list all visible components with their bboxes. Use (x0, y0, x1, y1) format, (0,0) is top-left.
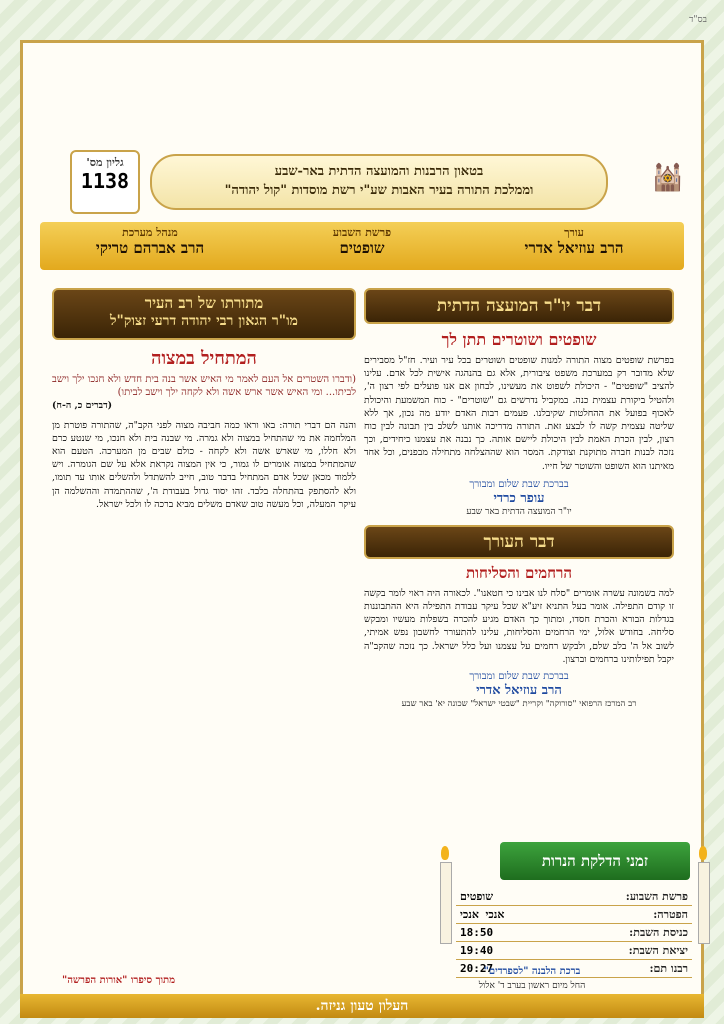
candle-icon-left (440, 862, 452, 944)
candle-times-banner: זמני הדלקת הנרות (500, 842, 690, 880)
rav-article-body: והנה הם דברי תורה: באו וראו כמה חביבה מצוה לפני הקב"ה, שהתורה פוטרת מן המלחמה את מי שהתחיל במצוה ולא גמרה. מי שבנה בית ולא חנכו, מי שנטע כרם ולא חללו, מי שארש אשה ולא לקחה - כולם שבים מן המערכה. הטעם הוא שהמתחיל במצוה אומרים לו גמור, כי אין המצוה נקראת אלא על שם הגומרה. ויש ללמוד מכאן שכל אדם המתחיל בדבר טוב, חייב להשתדל ולהשלים אותו עד תומו, ולא להסתפק בהתחלה בלבד. זהו יסוד גדול בעבודת ה', שההתמדה וההשלמה הן עיקר המעלה, וכל מעשה טוב שאדם משלים מביא ברכה לו ולכל ישראל. (52, 419, 356, 510)
sub-banner-line2: וממלכת התורה בעיר האבות שע"י רשת מוסדות "קול יהודה" (224, 183, 534, 198)
council-article-body: בפרשת שופטים מצוה התורה למנות שופטים ושוטרים בכל עיר ועיר. חז"ל מסבירים שלא מדובר רק במערכת משפט ציבורית, אלא גם בהנהגה אישית לכל אדם. עלינו להציב "שופטים" - היכולת לשפוט את מעשינו, לבחון אם אנו פועלים לפי רצון ה', ולהטיל ביקורת עצמית כנה. במקביל נדרשים גם "שוטרים" - כוח המשמעת והיכולת לאכוף בפועל את ההחלטות שקיבלנו. פעמים רבות האדם יודע מה נכון, אך ללא שליטה עצמית קשה לו לבצע זאת. התורה מדריכה אותנו לשלב בין תבונה לבין כוח רצון, לבין הכרת האמת לבין היכולת ליישם אותה. כך נבנה את עצמנו כיחידים, וכך נזכה לבנות חברה מתוקנת וצודקת. המסר הוא שההצלחה מתחילה מבפנים, וכל אחד מאיתנו הוא השופט והשוטר של חייו. (364, 355, 674, 472)
right-column (364, 288, 674, 709)
times-row: הפטרה: אנכי אנכי (456, 906, 692, 924)
left-column (52, 288, 356, 511)
candle-times-table (456, 888, 692, 978)
rav-header (52, 288, 356, 340)
footer-genizah-notice: העלון טעון גניזה. (20, 994, 704, 1018)
institution-logo-icon: 🕍 (651, 163, 685, 193)
council-signer: עופר כרדי (493, 490, 545, 506)
flame-icon-right (699, 846, 707, 860)
editor-signer: הרב עוזיאל אדרי (476, 683, 562, 699)
rav-quote: (ודברו השטרים אל העם לאמר מי האיש אשר בנה בית חדש ולא חנכו ילך וישב לביתו... ומי האיש אשר ארש אשה ולא לקחה ילך וישב לביתו) (52, 374, 356, 399)
candle-icon-right (698, 862, 710, 944)
issue-box (70, 150, 140, 214)
editor-header: דבר העורך (364, 525, 674, 559)
author-note: מתוך סיפרו "אורות הפרשה" (62, 975, 176, 986)
council-header: דבר יו"ר המועצה הדתית (364, 288, 674, 324)
staff-editor (474, 226, 674, 258)
staff-manager (50, 226, 250, 258)
rav-header-line2: מו"ר הגאון רבי יהודה דרעי זצוק"ל (110, 313, 298, 329)
parasha-name: שופטים (339, 239, 385, 257)
editor-article-title: הרחמים והסליחות (465, 563, 573, 582)
sub-banner (150, 154, 608, 210)
rav-header-line1: מתורתו של רב העיר (144, 294, 264, 312)
issue-label: גליון מס' (86, 156, 124, 169)
editor-role: עורך (564, 226, 584, 239)
council-article-title: שופטים ושוטרים תתן לך (441, 330, 597, 349)
flame-icon-left (441, 846, 449, 860)
times-row: כניסת השבת: 18:50 (456, 924, 692, 942)
sub-banner-line1: בטאון הרבנות והמועצה הדתית באר-שבע (274, 164, 484, 179)
council-signoff: בברכת שבת שלום ומבורך (469, 478, 569, 490)
editor-signoff: בברכת שבת שלום ומבורך (469, 671, 569, 683)
editor-signer-title: רב המרכז הרפואי "סורוקה" וקריית "שבטי ישראל" שכונה יא' באר שבע (401, 699, 637, 710)
top-label: בס"ד (689, 15, 707, 25)
moon-blessing-text: החל מיום ראשון בערב ד' אלול (478, 981, 586, 991)
staff-bar (40, 222, 684, 270)
parasha-role: פרשת השבוע (332, 226, 392, 239)
council-signer-title: יו"ר המועצה הדתית באר שבע (466, 506, 572, 517)
issue-number: 1138 (80, 169, 130, 193)
times-row: יציאת השבת: 19:40 (456, 942, 692, 960)
rav-article-title: המתחיל במצוה (151, 348, 257, 369)
manager-name: הרב אברהם טריקי (95, 239, 205, 257)
editor-name: הרב עוזיאל אדרי (524, 239, 624, 257)
moon-blessing-title: ברכת הלבנה "לספרדים" (483, 966, 581, 977)
manager-role: מנהל מערכת (122, 226, 178, 239)
times-row: רבנו תם: 20:27 (456, 960, 692, 978)
editor-article-body: למה בשמונה עשרה אומרים "סלח לנו אבינו כי חטאנו". לכאורה היה ראוי לומר בקשה זו קודם התפילה. אומר בעל התניא זיע"א שכל עיקר עבודת התפילה היא ההתבוננות בגדלות הבורא והכרת חסדו, ומתוך כך האדם מגיע להכרה בשפלות מעשיו ומבקש סליחה. בחודש אלול, ימי הרחמים והסליחות, עלינו להתעורר לחשבון נפש אמיתי, לשוב אל ה' בלב שלם, ולבקש רחמים על עצמנו ועל כלל ישראל. כך נזכה שהקב"ה יקבל תפילותינו ברחמים וברצון. (364, 587, 674, 665)
rav-quote-ref: (דברים כ, ה-ח) (52, 400, 113, 412)
times-row: פרשת השבוע: שופטים (456, 888, 692, 906)
staff-parasha (262, 226, 462, 258)
